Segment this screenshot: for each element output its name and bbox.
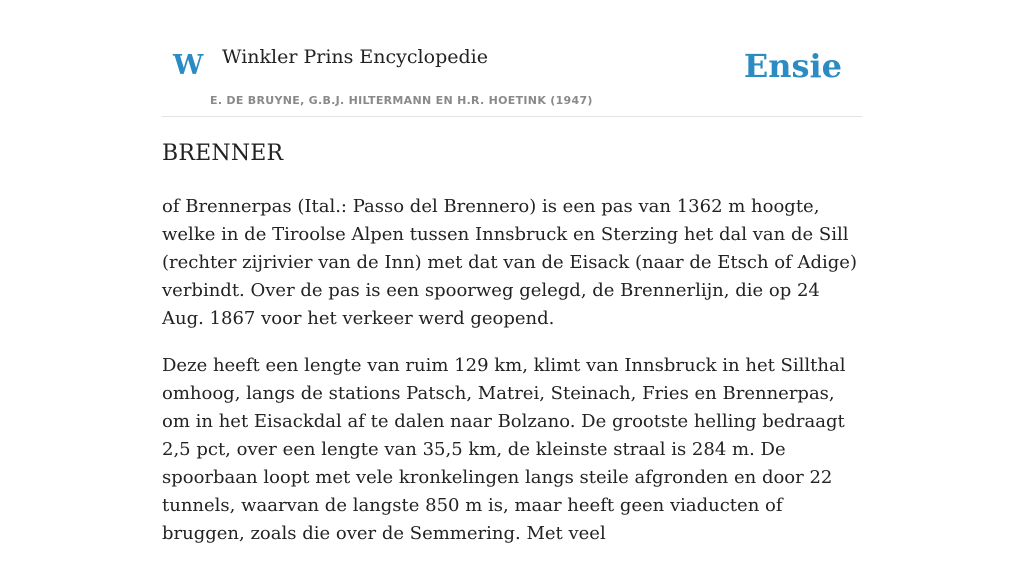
source-header xyxy=(162,0,862,117)
source-logo-icon: W xyxy=(173,50,204,81)
source-title: Winkler Prins Encyclopedie xyxy=(222,46,488,68)
source-authors: E. DE BRUYNE, G.B.J. HILTERMANN EN H.R. HOETINK (1947) xyxy=(210,94,593,107)
article-headword: BRENNER xyxy=(162,141,284,166)
article-paragraph: of Brennerpas (Ital.: Passo del Brennero) is een pas van 1362 m hoogte, welke in de Tiroolse Alpen tussen Innsbruck en Sterzing het dal van de Sill (rechter zijrivier van de Inn) met dat van de Eisack (naar de Etsch of Adige) verbindt. Over de pas is een spoorweg gelegd, de Brennerlijn, die op 24 Aug. 1867 voor het verkeer werd geopend. xyxy=(162,196,857,329)
article-body xyxy=(162,193,862,567)
brand-logo[interactable]: Ensie xyxy=(743,47,842,85)
article-paragraph: Deze heeft een lengte van ruim 129 km, klimt van Innsbruck in het Sillthal omhoog, langs de stations Patsch, Matrei, Steinach, Fries en Brennerpas, om in het Eisackdal af te dalen naar Bolzano. De grootste helling bedraagt 2,5 pct, over een lengte van 35,5 km, de kleinste straal is 284 m. De spoorbaan loopt met vele kronkelingen langs steile afgronden en door 22 tunnels, waarvan de langste 850 m is, maar heeft geen viaducten of bruggen, zoals die over de Semmering. Met veel xyxy=(162,355,846,544)
